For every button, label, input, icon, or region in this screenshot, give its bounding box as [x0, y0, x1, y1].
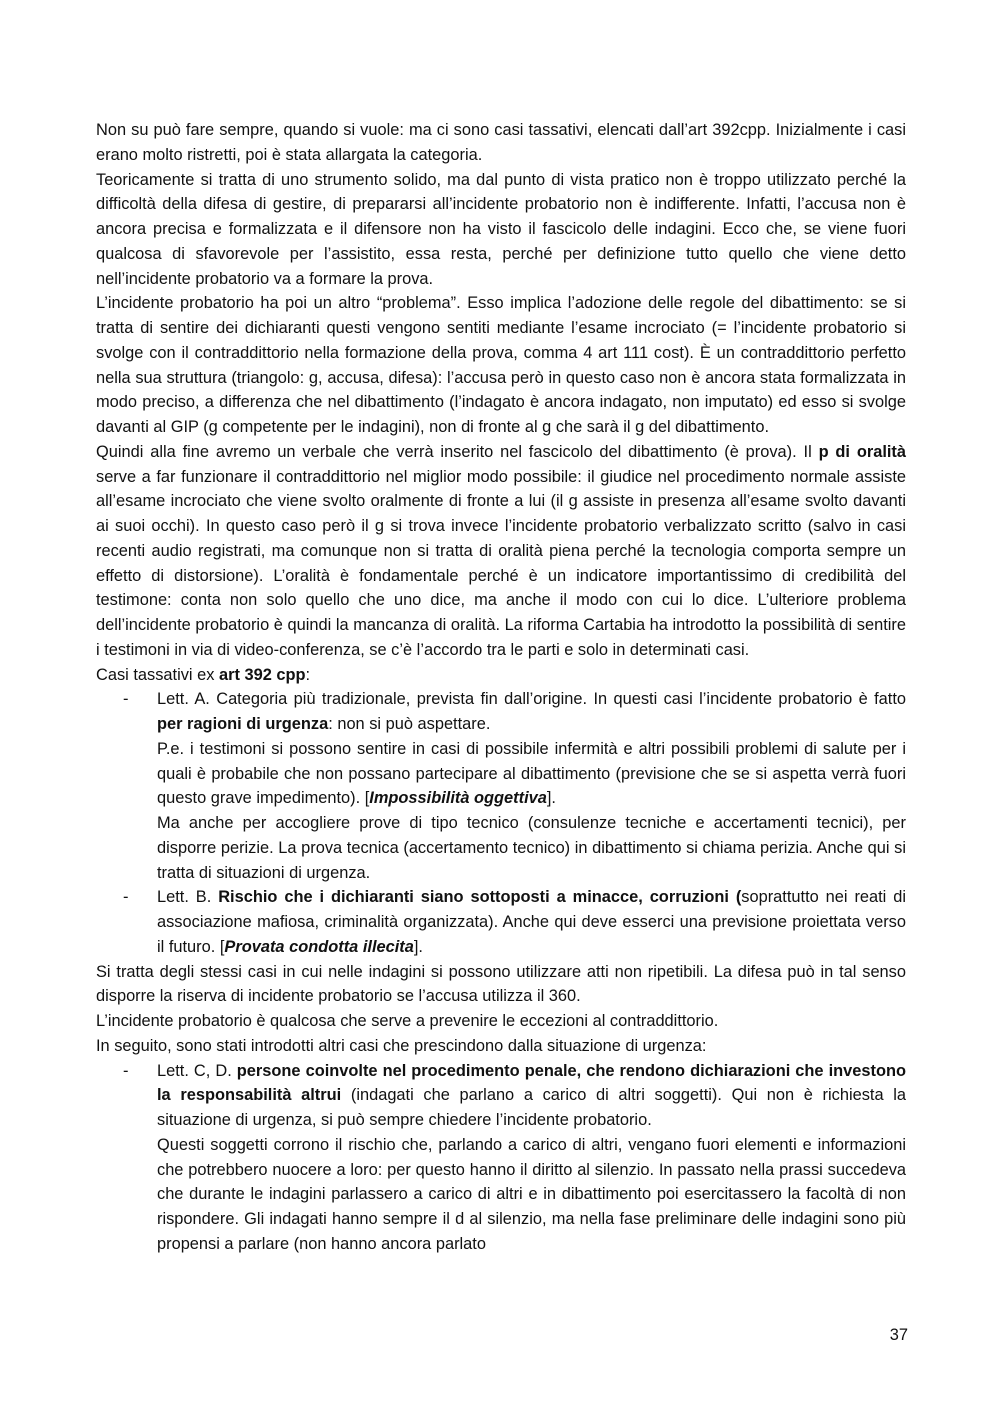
- document-body: [96, 118, 906, 1257]
- bold-term: p di oralità: [818, 442, 907, 461]
- list-dash: -: [123, 888, 129, 907]
- text-run: Casi tassativi ex: [96, 665, 219, 684]
- paragraph-problema: L’incidente probatorio ha poi un altro “problema”. Esso implica l’adozione delle regole del dibattimento: se si tratta di sentire dei dichiaranti questi vengono sentiti mediante l’esame incrociato (= l’incidente probatorio si svolge con il contraddittorio nella formazione della prova, comma 4 art 111 cost). È un contraddittorio perfetto nella sua struttura (triangolo: g, accusa, difesa): l’accusa però in questo caso non è ancora stata formalizzata in modo preciso, a differenza che nel dibattimento (l’indagato è ancora indagato, non imputato) ed esso si svolge davanti al GIP (g competente per le indagini), non di fronte al g che sarà il g del dibattimento.: [96, 294, 906, 436]
- paragraph-atti-non-ripetibili: Si tratta degli stessi casi in cui nelle indagini si possono utilizzare atti non ripetibili. La difesa può in tal senso disporre la riserva di incidente probatorio se l’accusa utilizza il 360.: [96, 962, 906, 1006]
- item-subparagraph: Questi soggetti corrono il rischio che, parlando a carico di altri, vengano fuori elementi e informazioni che potrebbero nuocere a loro: per questo hanno il diritto al silenzio. In passato nella prassi succedeva che durante le indagini parlassero a carico di altri e in dibattimento poi esercitassero la facoltà di non rispondere. Gli indagati hanno sempre il d al silenzio, ma nella fase preliminare delle indagini sono più propensi a parlare (non hanno ancora parlato: [157, 1135, 906, 1253]
- item-text: [157, 885, 906, 959]
- text-run: Lett. A. Categoria più tradizionale, prevista fin dall’origine. In questi casi l’incidente probatorio è fatto: [157, 690, 906, 709]
- bold-term: per ragioni di urgenza: [157, 715, 329, 733]
- item-subparagraph: Ma anche per accogliere prove di tipo tecnico (consulenze tecniche e accertamenti tecnici), per disporre perizie. La prova tecnica (accertamento tecnico) in dibattimento si chiama perizia. Anche qui si tratta di situazioni di urgenza.: [157, 814, 906, 882]
- text-run: Quindi alla fine avremo un verbale che verrà inserito nel fascicolo del dibattimento (è prova). Il: [96, 442, 819, 461]
- paragraph-casi-tassativi: [96, 663, 906, 688]
- list-casi-urgenza: [96, 687, 906, 959]
- list-dash: -: [123, 690, 129, 709]
- paragraph-eccezioni: L’incidente probatorio è qualcosa che serve a prevenire le eccezioni al contraddittorio.: [96, 1012, 719, 1030]
- paragraph-strumento: Teoricamente si tratta di uno strumento solido, ma dal punto di vista pratico non è troppo utilizzato perché la difficoltà della difesa di gestire, di prepararsi all’incidente probatorio non è indifferente. Infatti, l’accusa non è ancora precisa e formalizzata e il difensore non ha visto il fascicolo delle indagini. Ecco che, se viene fuori qualcosa di sfavorevole per l’assistito, essa resta, perché per definizione tutto quello che viene detto nell’incidente probatorio va a formare la prova.: [96, 170, 906, 288]
- list-item-lett-b: [96, 885, 906, 959]
- text-run: soprattutto nei reati di associazione mafiosa, criminalità organizzata). Anche qui deve esserci una previsione proiettata verso il futuro. [: [157, 888, 906, 956]
- item-text: [157, 1059, 906, 1133]
- paragraph-intro: Non su può fare sempre, quando si vuole: ma ci sono casi tassativi, elencati dall’art 392cpp. Inizialmente i casi erano molto ristretti, poi è stata allargata la categoria.: [96, 121, 906, 164]
- text-run: (indagati che parlano a carico di altri soggetti). Qui non è richiesta la situazione di urgenza, si può sempre chiedere l’incidente probatorio.: [157, 1086, 906, 1129]
- bold-italic-term: Provata condotta illecita: [224, 937, 414, 956]
- item-text: [157, 687, 906, 737]
- bold-term: Rischio che i dichiaranti siano sottoposti a minacce, corruzioni (: [218, 888, 742, 907]
- text-run: :: [305, 665, 311, 684]
- bold-italic-term: Impossibilità oggettiva: [369, 789, 547, 808]
- text-run: Lett. B.: [157, 888, 219, 907]
- list-item-lett-c-d: [96, 1059, 906, 1257]
- list-item-lett-a: [96, 687, 906, 885]
- list-altri-casi: [96, 1059, 906, 1257]
- text-run: ].: [546, 789, 556, 808]
- bold-term: persone coinvolte nel procedimento penale, che rendono dichiarazioni che investono la responsabilità altrui: [157, 1061, 906, 1105]
- text-run: ].: [413, 937, 423, 956]
- bold-term: art 392 cpp: [218, 665, 306, 684]
- page-number: 37: [889, 1326, 908, 1344]
- paragraph-altri-casi: In seguito, sono stati introdotti altri casi che prescindono dalla situazione di urgenza:: [96, 1036, 707, 1055]
- paragraph-oralita: [96, 440, 906, 663]
- item-subparagraph: [157, 737, 906, 811]
- text-run: : non si può aspettare.: [328, 715, 491, 733]
- text-run: Lett. C, D.: [157, 1061, 237, 1080]
- list-dash: -: [123, 1061, 129, 1080]
- text-run: serve a far funzionare il contraddittorio nel miglior modo possibile: il giudice nel procedimento normale assiste all’esame incrociato che viene svolto oralmente di fronte a lui (il g assiste in presenza all’esame svolto davanti ai suoi occhi). In questo caso però il g si trova invece l’incidente probatorio verbalizzato scritto (salvo in casi recenti audio registrati, ma comunque non si tratta di oralità piena perché la tecnologia comporta sempre un effetto di distorsione). L’oralità è fondamentale perché è un indicatore importantissimo di credibilità del testimone: conta non solo quello che uno dice, ma anche il modo con cui lo dice. L’ulteriore problema dell’incidente probatorio è quindi la mancanza di oralità. La riforma Cartabia ha introdotto la possibilità di sentire i testimoni in via di video-conferenza, se c’è l’accordo tra le parti e solo in determinati casi.: [96, 467, 906, 659]
- text-run: P.e. i testimoni si possono sentire in casi di possibile infermità e altri possibili problemi di salute per i quali è probabile che non possano partecipare al dibattimento (previsione che se si aspetta verrà fuori questo grave impedimento). [: [157, 739, 906, 808]
